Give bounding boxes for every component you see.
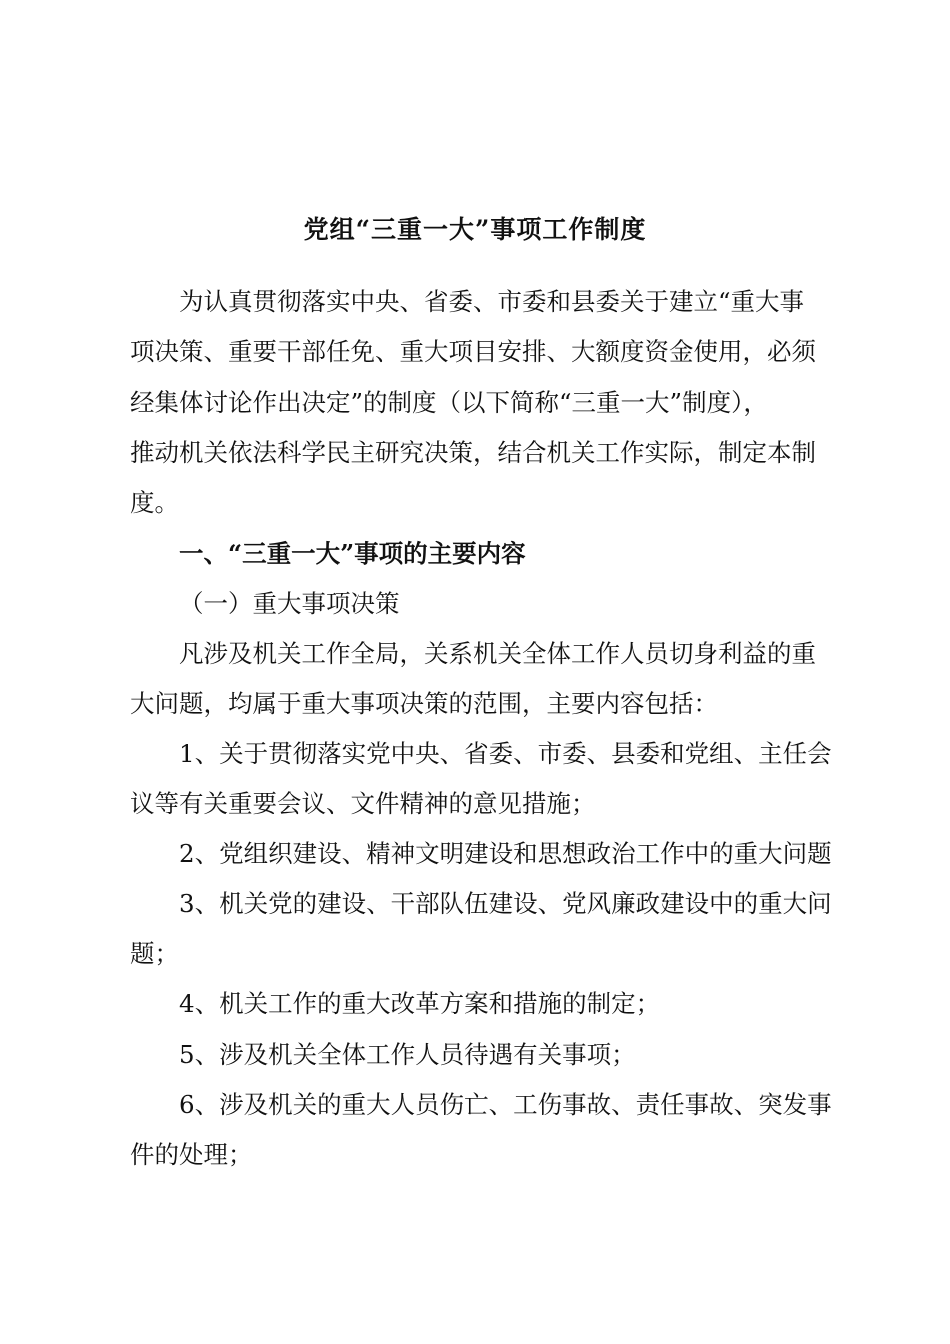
paragraph-line: 项决策、重要干部任免、重大项目安排、大额度资金使用，必须 — [130, 337, 816, 366]
paragraph-line: 经集体讨论作出决定”的制度（以下简称“三重一大”制度）， — [130, 388, 768, 417]
list-item-line: 3、机关党的建设、干部队伍建设、党风廉政建设中的重大问 — [179, 889, 832, 918]
list-item-line: 议等有关重要会议、文件精神的意见措施； — [130, 789, 596, 818]
paragraph-line: 推动机关依法科学民主研究决策，结合机关工作实际，制定本制 — [130, 438, 816, 467]
list-item-line: 5、涉及机关全体工作人员待遇有关事项； — [179, 1040, 636, 1069]
document-title: 党组“三重一大”事项工作制度 — [303, 215, 647, 244]
list-item-line: 2、党组织建设、精神文明建设和思想政治工作中的重大问题 — [179, 839, 832, 868]
paragraph-line: 大问题，均属于重大事项决策的范围，主要内容包括： — [130, 689, 718, 718]
list-item-line: 件的处理； — [130, 1140, 253, 1169]
paragraph-line: 度。 — [130, 488, 179, 517]
list-item-line: 4、机关工作的重大改革方案和措施的制定； — [179, 989, 661, 1018]
list-item-line: 1、关于贯彻落实党中央、省委、市委、县委和党组、主任会 — [179, 739, 832, 768]
subsection-heading: （一）重大事项决策 — [179, 589, 400, 618]
list-item-line: 题； — [130, 939, 179, 968]
paragraph-line: 为认真贯彻落实中央、省委、市委和县委关于建立“重大事 — [179, 287, 805, 316]
section-heading: 一、“三重一大”事项的主要内容 — [179, 539, 526, 568]
paragraph-line: 凡涉及机关工作全局，关系机关全体工作人员切身利益的重 — [179, 639, 816, 668]
list-item-line: 6、涉及机关的重大人员伤亡、工伤事故、责任事故、突发事 — [179, 1090, 832, 1119]
